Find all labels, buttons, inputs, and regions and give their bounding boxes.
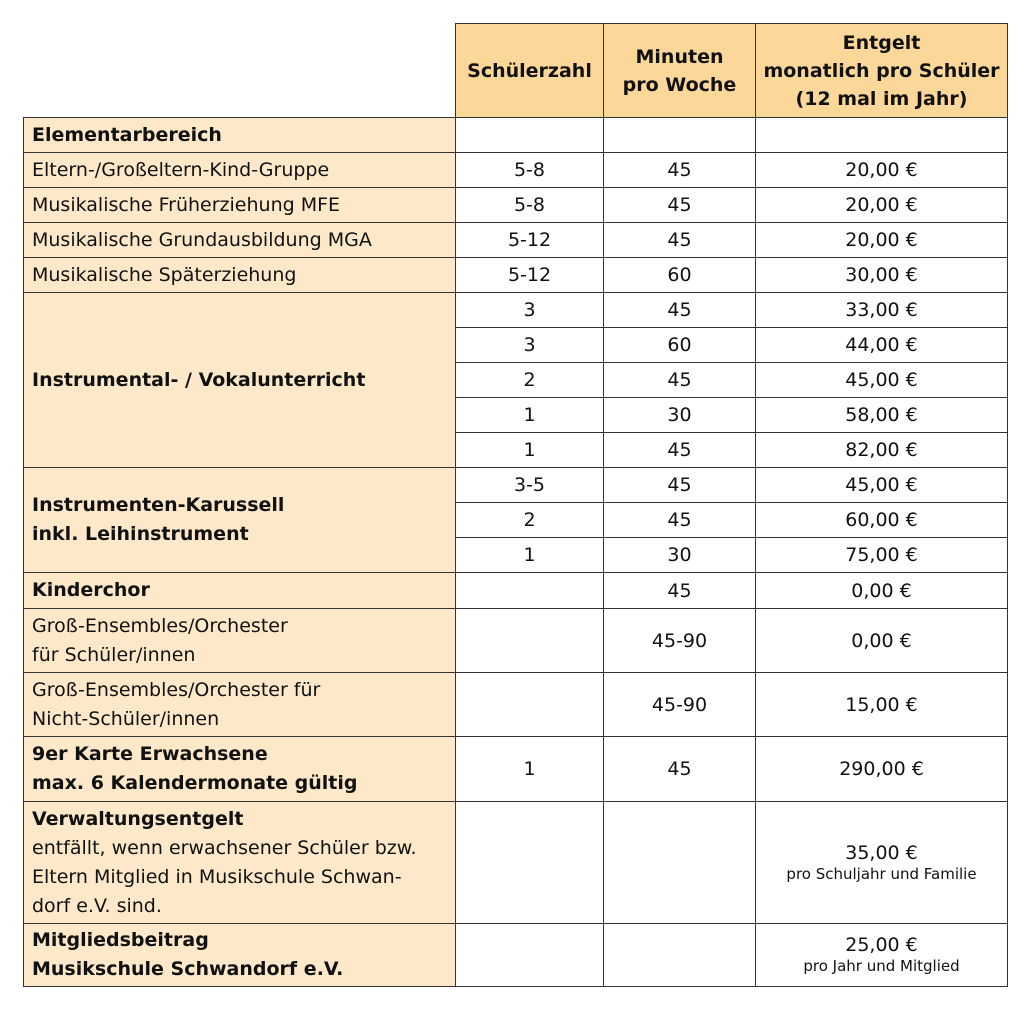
minutes-cell: 45-90	[604, 609, 756, 673]
fee-cell: 45,00 €	[756, 363, 1008, 398]
minutes-cell: 45	[604, 188, 756, 223]
section-label-karte: 9er Karte Erwachsene max. 6 Kalendermonate gültig	[24, 737, 456, 802]
minutes-cell	[604, 802, 756, 924]
minutes-cell: 45	[604, 468, 756, 503]
fee-cell: 60,00 €	[756, 503, 1008, 538]
students-cell: 5-8	[456, 153, 604, 188]
minutes-cell: 45	[604, 503, 756, 538]
table-row	[24, 188, 1008, 223]
fee-cell: 82,00 €	[756, 433, 1008, 468]
minutes-cell: 45-90	[604, 673, 756, 737]
students-cell: 5-8	[456, 188, 604, 223]
minutes-cell: 45	[604, 433, 756, 468]
fee-table	[23, 23, 1008, 987]
fee-cell: 35,00 € pro Schuljahr und Familie	[756, 802, 1008, 924]
students-cell	[456, 573, 604, 609]
section-label-elementar: Elementarbereich	[24, 118, 456, 153]
table-row	[24, 737, 1008, 802]
students-cell: 2	[456, 503, 604, 538]
header-row	[24, 24, 1008, 118]
students-cell	[456, 924, 604, 987]
students-cell: 1	[456, 433, 604, 468]
section-label-instrumental: Instrumental- / Vokalunterricht	[24, 293, 456, 468]
header-fee: Entgelt monatlich pro Schüler (12 mal im Jahr)	[756, 24, 1008, 118]
fee-cell: 290,00 €	[756, 737, 1008, 802]
header-minutes: Minuten pro Woche	[604, 24, 756, 118]
table-row	[24, 609, 1008, 673]
table-row	[24, 924, 1008, 987]
table-row	[24, 293, 1008, 328]
students-cell: 2	[456, 363, 604, 398]
minutes-cell	[604, 924, 756, 987]
table-row	[24, 802, 1008, 924]
table-row	[24, 468, 1008, 503]
row-label: Musikalische Grundausbildung MGA	[24, 223, 456, 258]
students-cell: 1	[456, 737, 604, 802]
fee-cell: 45,00 €	[756, 468, 1008, 503]
section-label-ensembles-nicht: Groß-Ensembles/Orchester für Nicht-Schüler/innen	[24, 673, 456, 737]
minutes-cell: 60	[604, 258, 756, 293]
section-label-kinderchor: Kinderchor	[24, 573, 456, 609]
section-label-ensembles-schueler: Groß-Ensembles/Orchester für Schüler/innen	[24, 609, 456, 673]
table-row	[24, 673, 1008, 737]
fee-cell: 25,00 € pro Jahr und Mitglied	[756, 924, 1008, 987]
minutes-cell: 60	[604, 328, 756, 363]
row-label: Musikalische Späterziehung	[24, 258, 456, 293]
fee-cell: 58,00 €	[756, 398, 1008, 433]
minutes-cell: 30	[604, 398, 756, 433]
minutes-cell: 45	[604, 153, 756, 188]
students-cell: 3	[456, 328, 604, 363]
minutes-cell: 45	[604, 223, 756, 258]
header-corner	[24, 24, 456, 118]
section-label-verwaltung: Verwaltungsentgelt entfällt, wenn erwachsener Schüler bzw. Eltern Mitglied in Musikschule Schwan- dorf e.V. sind.	[24, 802, 456, 924]
fee-cell: 20,00 €	[756, 223, 1008, 258]
table-row	[24, 223, 1008, 258]
fee-cell: 0,00 €	[756, 609, 1008, 673]
students-cell: 1	[456, 538, 604, 573]
minutes-cell: 45	[604, 737, 756, 802]
table-row	[24, 573, 1008, 609]
fee-cell: 44,00 €	[756, 328, 1008, 363]
table-row	[24, 258, 1008, 293]
students-cell: 1	[456, 398, 604, 433]
section-row-elementar	[24, 118, 1008, 153]
students-cell: 3	[456, 293, 604, 328]
row-label: Musikalische Früherziehung MFE	[24, 188, 456, 223]
fee-note: pro Schuljahr und Familie	[786, 864, 977, 883]
minutes-cell: 45	[604, 573, 756, 609]
row-label: Eltern-/Großeltern-Kind-Gruppe	[24, 153, 456, 188]
fee-cell: 75,00 €	[756, 538, 1008, 573]
fee-cell: 33,00 €	[756, 293, 1008, 328]
section-label-karussell: Instrumenten-Karussell inkl. Leihinstrument	[24, 468, 456, 573]
students-cell	[456, 609, 604, 673]
minutes-cell: 45	[604, 293, 756, 328]
students-cell: 5-12	[456, 258, 604, 293]
students-cell	[456, 673, 604, 737]
students-cell: 3-5	[456, 468, 604, 503]
fee-cell: 20,00 €	[756, 188, 1008, 223]
fee-cell: 15,00 €	[756, 673, 1008, 737]
fee-note: pro Jahr und Mitglied	[803, 957, 960, 975]
section-label-mitglied: Mitgliedsbeitrag Musikschule Schwandorf e.V.	[24, 924, 456, 987]
students-cell: 5-12	[456, 223, 604, 258]
table-row	[24, 153, 1008, 188]
students-cell	[456, 802, 604, 924]
minutes-cell: 45	[604, 363, 756, 398]
minutes-cell: 30	[604, 538, 756, 573]
fee-cell: 20,00 €	[756, 153, 1008, 188]
fee-cell: 0,00 €	[756, 573, 1008, 609]
header-students: Schülerzahl	[456, 24, 604, 118]
fee-cell: 30,00 €	[756, 258, 1008, 293]
